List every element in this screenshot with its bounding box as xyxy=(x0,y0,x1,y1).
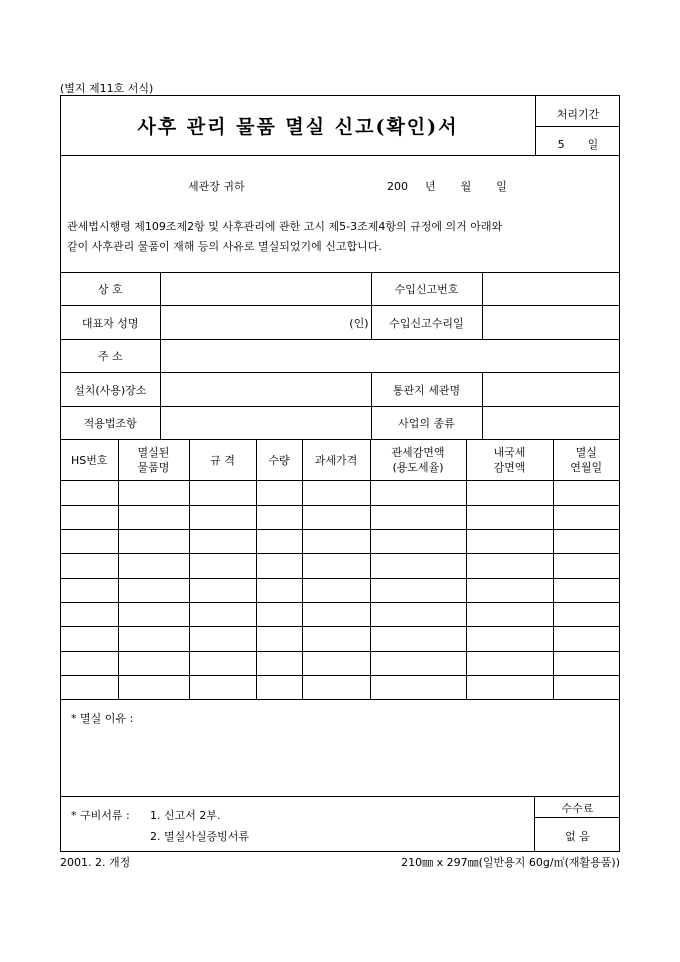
fee-label: 수수료 xyxy=(561,802,594,815)
table-cell[interactable] xyxy=(302,627,370,652)
table-cell[interactable] xyxy=(370,627,466,652)
table-cell[interactable] xyxy=(466,554,553,579)
docs-label: * 구비서류 : xyxy=(71,809,130,822)
table-cell[interactable] xyxy=(302,554,370,579)
table-cell[interactable] xyxy=(61,481,118,506)
table-cell[interactable] xyxy=(370,603,466,627)
trade-name-value[interactable] xyxy=(160,273,371,306)
title-row xyxy=(61,96,619,156)
reason-label: * 멸실 이유 : xyxy=(71,712,134,725)
fee-box xyxy=(534,796,620,851)
col-reduction-line1: 관세감면액 xyxy=(391,446,445,459)
table-cell[interactable] xyxy=(466,652,553,676)
table-cell[interactable] xyxy=(466,481,553,506)
divider xyxy=(535,817,620,818)
docs-item-1: 1. 신고서 2부. xyxy=(150,809,221,822)
paper-spec: 210㎜ x 297㎜(일반용지 60g/㎡(재활용품)) xyxy=(401,856,620,869)
table-cell[interactable] xyxy=(370,579,466,603)
accept-date-label: 수입신고수리일 xyxy=(371,306,482,340)
revision-note: 2001. 2. 개정 xyxy=(60,856,131,869)
table-cell[interactable] xyxy=(118,676,189,700)
table-cell[interactable] xyxy=(189,652,256,676)
import-no-value[interactable] xyxy=(482,273,619,306)
law-label: 적용법조항 xyxy=(61,407,160,440)
body-text xyxy=(67,217,615,257)
footer-section xyxy=(61,796,619,851)
col-hs: HS번호 xyxy=(61,440,118,481)
table-cell[interactable] xyxy=(61,554,118,579)
import-no-label: 수입신고번호 xyxy=(371,273,482,306)
docs-item-2: 2. 멸실사실증빙서류 xyxy=(150,830,249,843)
processing-label: 처리기간 xyxy=(556,108,600,121)
col-item-line2: 물품명 xyxy=(137,461,170,474)
table-cell[interactable] xyxy=(370,652,466,676)
table-cell[interactable] xyxy=(302,579,370,603)
form-label: (별지 제11호 서식) xyxy=(60,82,154,95)
col-item xyxy=(118,440,189,481)
col-spec: 규 격 xyxy=(189,440,256,481)
table-cell[interactable] xyxy=(61,676,118,700)
table-row xyxy=(61,603,619,627)
address-label: 주 소 xyxy=(61,340,160,373)
table-cell[interactable] xyxy=(466,506,553,530)
table-cell[interactable] xyxy=(370,481,466,506)
date-line xyxy=(387,178,507,194)
location-label: 설치(사용)장소 xyxy=(61,373,160,407)
rep-name-label: 대표자 성명 xyxy=(61,306,160,340)
table-cell[interactable] xyxy=(256,506,302,530)
business-type-label: 사업의 종류 xyxy=(371,407,482,440)
body-line-2: 같이 사후관리 물품이 재해 등의 사유로 멸실되었기에 신고합니다. xyxy=(67,240,382,253)
law-value[interactable] xyxy=(160,407,371,440)
table-cell[interactable] xyxy=(370,676,466,700)
form-title: 사후 관리 물품 멸실 신고(확인)서 xyxy=(137,116,459,138)
days-unit: 일 xyxy=(587,138,599,151)
table-cell[interactable] xyxy=(189,506,256,530)
col-internal-line1: 내국세 xyxy=(493,446,526,459)
table-cell[interactable] xyxy=(61,603,118,627)
reason-section[interactable] xyxy=(61,704,619,797)
table-cell[interactable] xyxy=(466,530,553,554)
table-row xyxy=(61,676,619,700)
table-cell[interactable] xyxy=(189,603,256,627)
business-type-value[interactable] xyxy=(482,407,619,440)
table-cell[interactable] xyxy=(553,579,619,603)
accept-date-value[interactable] xyxy=(482,306,619,340)
col-item-line1: 멸실된 xyxy=(137,446,170,459)
rep-name-value[interactable] xyxy=(160,306,371,340)
table-cell[interactable] xyxy=(189,627,256,652)
date-year-unit: 년 xyxy=(425,180,436,193)
address-section xyxy=(61,155,619,273)
table-row xyxy=(61,554,619,579)
table-cell[interactable] xyxy=(553,530,619,554)
table-cell[interactable] xyxy=(466,579,553,603)
customs-office-value[interactable] xyxy=(482,373,619,407)
address-value[interactable] xyxy=(160,340,619,373)
table-cell[interactable] xyxy=(189,554,256,579)
table-cell[interactable] xyxy=(553,481,619,506)
lost-items-table xyxy=(61,439,619,700)
table-cell[interactable] xyxy=(118,603,189,627)
table-cell[interactable] xyxy=(118,481,189,506)
col-reduction-line2: (용도세율) xyxy=(392,461,444,474)
table-cell[interactable] xyxy=(118,530,189,554)
location-value[interactable] xyxy=(160,373,371,407)
table-cell[interactable] xyxy=(189,579,256,603)
col-reduction xyxy=(370,440,466,481)
date-day-unit: 일 xyxy=(496,180,507,193)
col-date xyxy=(553,440,619,481)
table-cell[interactable] xyxy=(256,579,302,603)
processing-period xyxy=(535,96,620,155)
table-cell[interactable] xyxy=(302,603,370,627)
table-cell[interactable] xyxy=(61,506,118,530)
table-cell[interactable] xyxy=(256,554,302,579)
table-row xyxy=(61,627,619,652)
divider xyxy=(536,126,620,127)
table-row xyxy=(61,506,619,530)
table-cell[interactable] xyxy=(189,676,256,700)
customs-office-label: 통관지 세관명 xyxy=(371,373,482,407)
table-cell[interactable] xyxy=(370,506,466,530)
table-cell[interactable] xyxy=(189,481,256,506)
table-cell[interactable] xyxy=(370,554,466,579)
addressee: 세관장 귀하 xyxy=(188,180,245,193)
table-cell[interactable] xyxy=(118,627,189,652)
table-row xyxy=(61,530,619,554)
table-cell[interactable] xyxy=(256,530,302,554)
table-cell[interactable] xyxy=(118,554,189,579)
table-cell[interactable] xyxy=(553,627,619,652)
col-date-line1: 멸실 xyxy=(575,446,597,459)
date-month-unit: 월 xyxy=(460,180,472,193)
fee-value: 없 음 xyxy=(565,830,590,843)
table-cell[interactable] xyxy=(466,603,553,627)
table-cell[interactable] xyxy=(118,579,189,603)
days-value: 5 xyxy=(557,138,565,151)
form-frame xyxy=(60,95,620,852)
table-cell[interactable] xyxy=(256,603,302,627)
table-cell[interactable] xyxy=(256,652,302,676)
table-cell[interactable] xyxy=(302,530,370,554)
table-cell[interactable] xyxy=(370,530,466,554)
col-internal-line2: 감면액 xyxy=(493,461,526,474)
table-row xyxy=(61,481,619,506)
col-internal xyxy=(466,440,553,481)
table-cell[interactable] xyxy=(553,506,619,530)
table-cell[interactable] xyxy=(118,506,189,530)
date-year: 200 xyxy=(387,180,408,193)
table-cell[interactable] xyxy=(189,530,256,554)
table-cell[interactable] xyxy=(466,627,553,652)
table-cell[interactable] xyxy=(302,652,370,676)
table-row xyxy=(61,579,619,603)
col-qty: 수량 xyxy=(256,440,302,481)
table-cell[interactable] xyxy=(302,481,370,506)
table-cell[interactable] xyxy=(61,652,118,676)
processing-days xyxy=(536,136,620,152)
table-cell[interactable] xyxy=(302,506,370,530)
col-date-line2: 연월일 xyxy=(570,461,603,474)
applicant-info-table xyxy=(61,272,619,440)
table-cell[interactable] xyxy=(553,603,619,627)
table-cell[interactable] xyxy=(466,676,553,700)
table-cell[interactable] xyxy=(118,652,189,676)
table-cell[interactable] xyxy=(553,676,619,700)
col-taxable: 과세가격 xyxy=(302,440,370,481)
table-cell[interactable] xyxy=(553,554,619,579)
table-cell[interactable] xyxy=(61,627,118,652)
table-cell[interactable] xyxy=(302,676,370,700)
table-cell[interactable] xyxy=(61,530,118,554)
table-row xyxy=(61,652,619,676)
table-cell[interactable] xyxy=(61,579,118,603)
table-cell[interactable] xyxy=(256,676,302,700)
table-cell[interactable] xyxy=(256,627,302,652)
table-cell[interactable] xyxy=(553,652,619,676)
trade-name-label: 상 호 xyxy=(61,273,160,306)
body-line-1: 관세법시행령 제109조제2항 및 사후관리에 관한 고시 제5-3조제4항의 규정에 의거 아래와 xyxy=(67,220,503,233)
table-cell[interactable] xyxy=(256,481,302,506)
seal-mark: (인) xyxy=(349,316,369,330)
